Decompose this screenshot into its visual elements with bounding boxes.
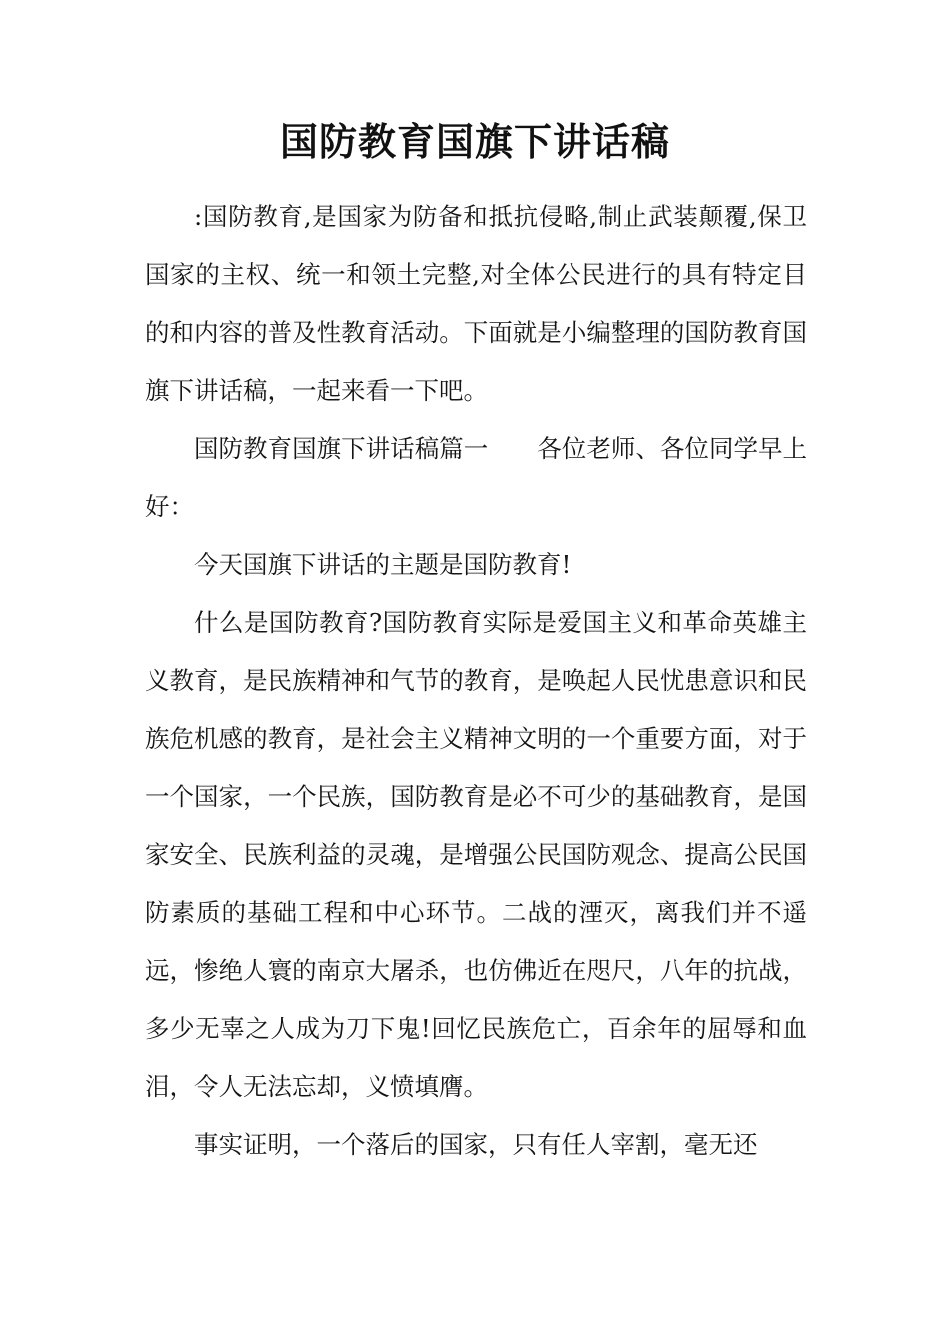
document-body — [145, 188, 807, 1174]
greeting-morning: 早上好： — [145, 434, 808, 521]
theme-paragraph: 今天国旗下讲话的主题是国防教育! — [194, 550, 572, 579]
page-title: 国防教育国旗下讲话稿 — [279, 120, 670, 164]
fact-paragraph: 事实证明，一个落后的国家，只有任人宰割，毫无还 — [194, 1130, 758, 1159]
speech-heading-paragraph — [145, 420, 807, 536]
greeting-audience: 各位老师、各位同学 — [537, 434, 758, 463]
speech-heading: 国防教育国旗下讲话稿篇一 — [194, 434, 489, 463]
definition-paragraph: 什么是国防教育?国防教育实际是爱国主义和革命英雄主义教育，是民族精神和气节的教育，是唤起人民忧患意识和民族危机感的教育，是社会主义精神文明的一个重要方面，对于一个国家，一个民族，国防教育是必不可少的基础教育，是国家安全、民族利益的灵魂，是增强公民国防观念、提高公民国防素质的基础工程和中心环节。二战的湮灭，离我们并不遥远，惨绝人寰的南京大屠杀，也仿佛近在咫尺，八年的抗战，多少无辜之人成为刀下鬼!回忆民族危亡，百余年的屈辱和血泪，令人无法忘却，义愤填膺。 — [145, 608, 807, 1101]
intro-paragraph: :国防教育,是国家为防备和抵抗侵略,制止武装颠覆,保卫国家的主权、统一和领土完整,对全体公民进行的具有特定目的和内容的普及性教育活动。下面就是小编整理的国防教育国旗下讲话稿，一起来看一下吧。 — [145, 202, 807, 405]
